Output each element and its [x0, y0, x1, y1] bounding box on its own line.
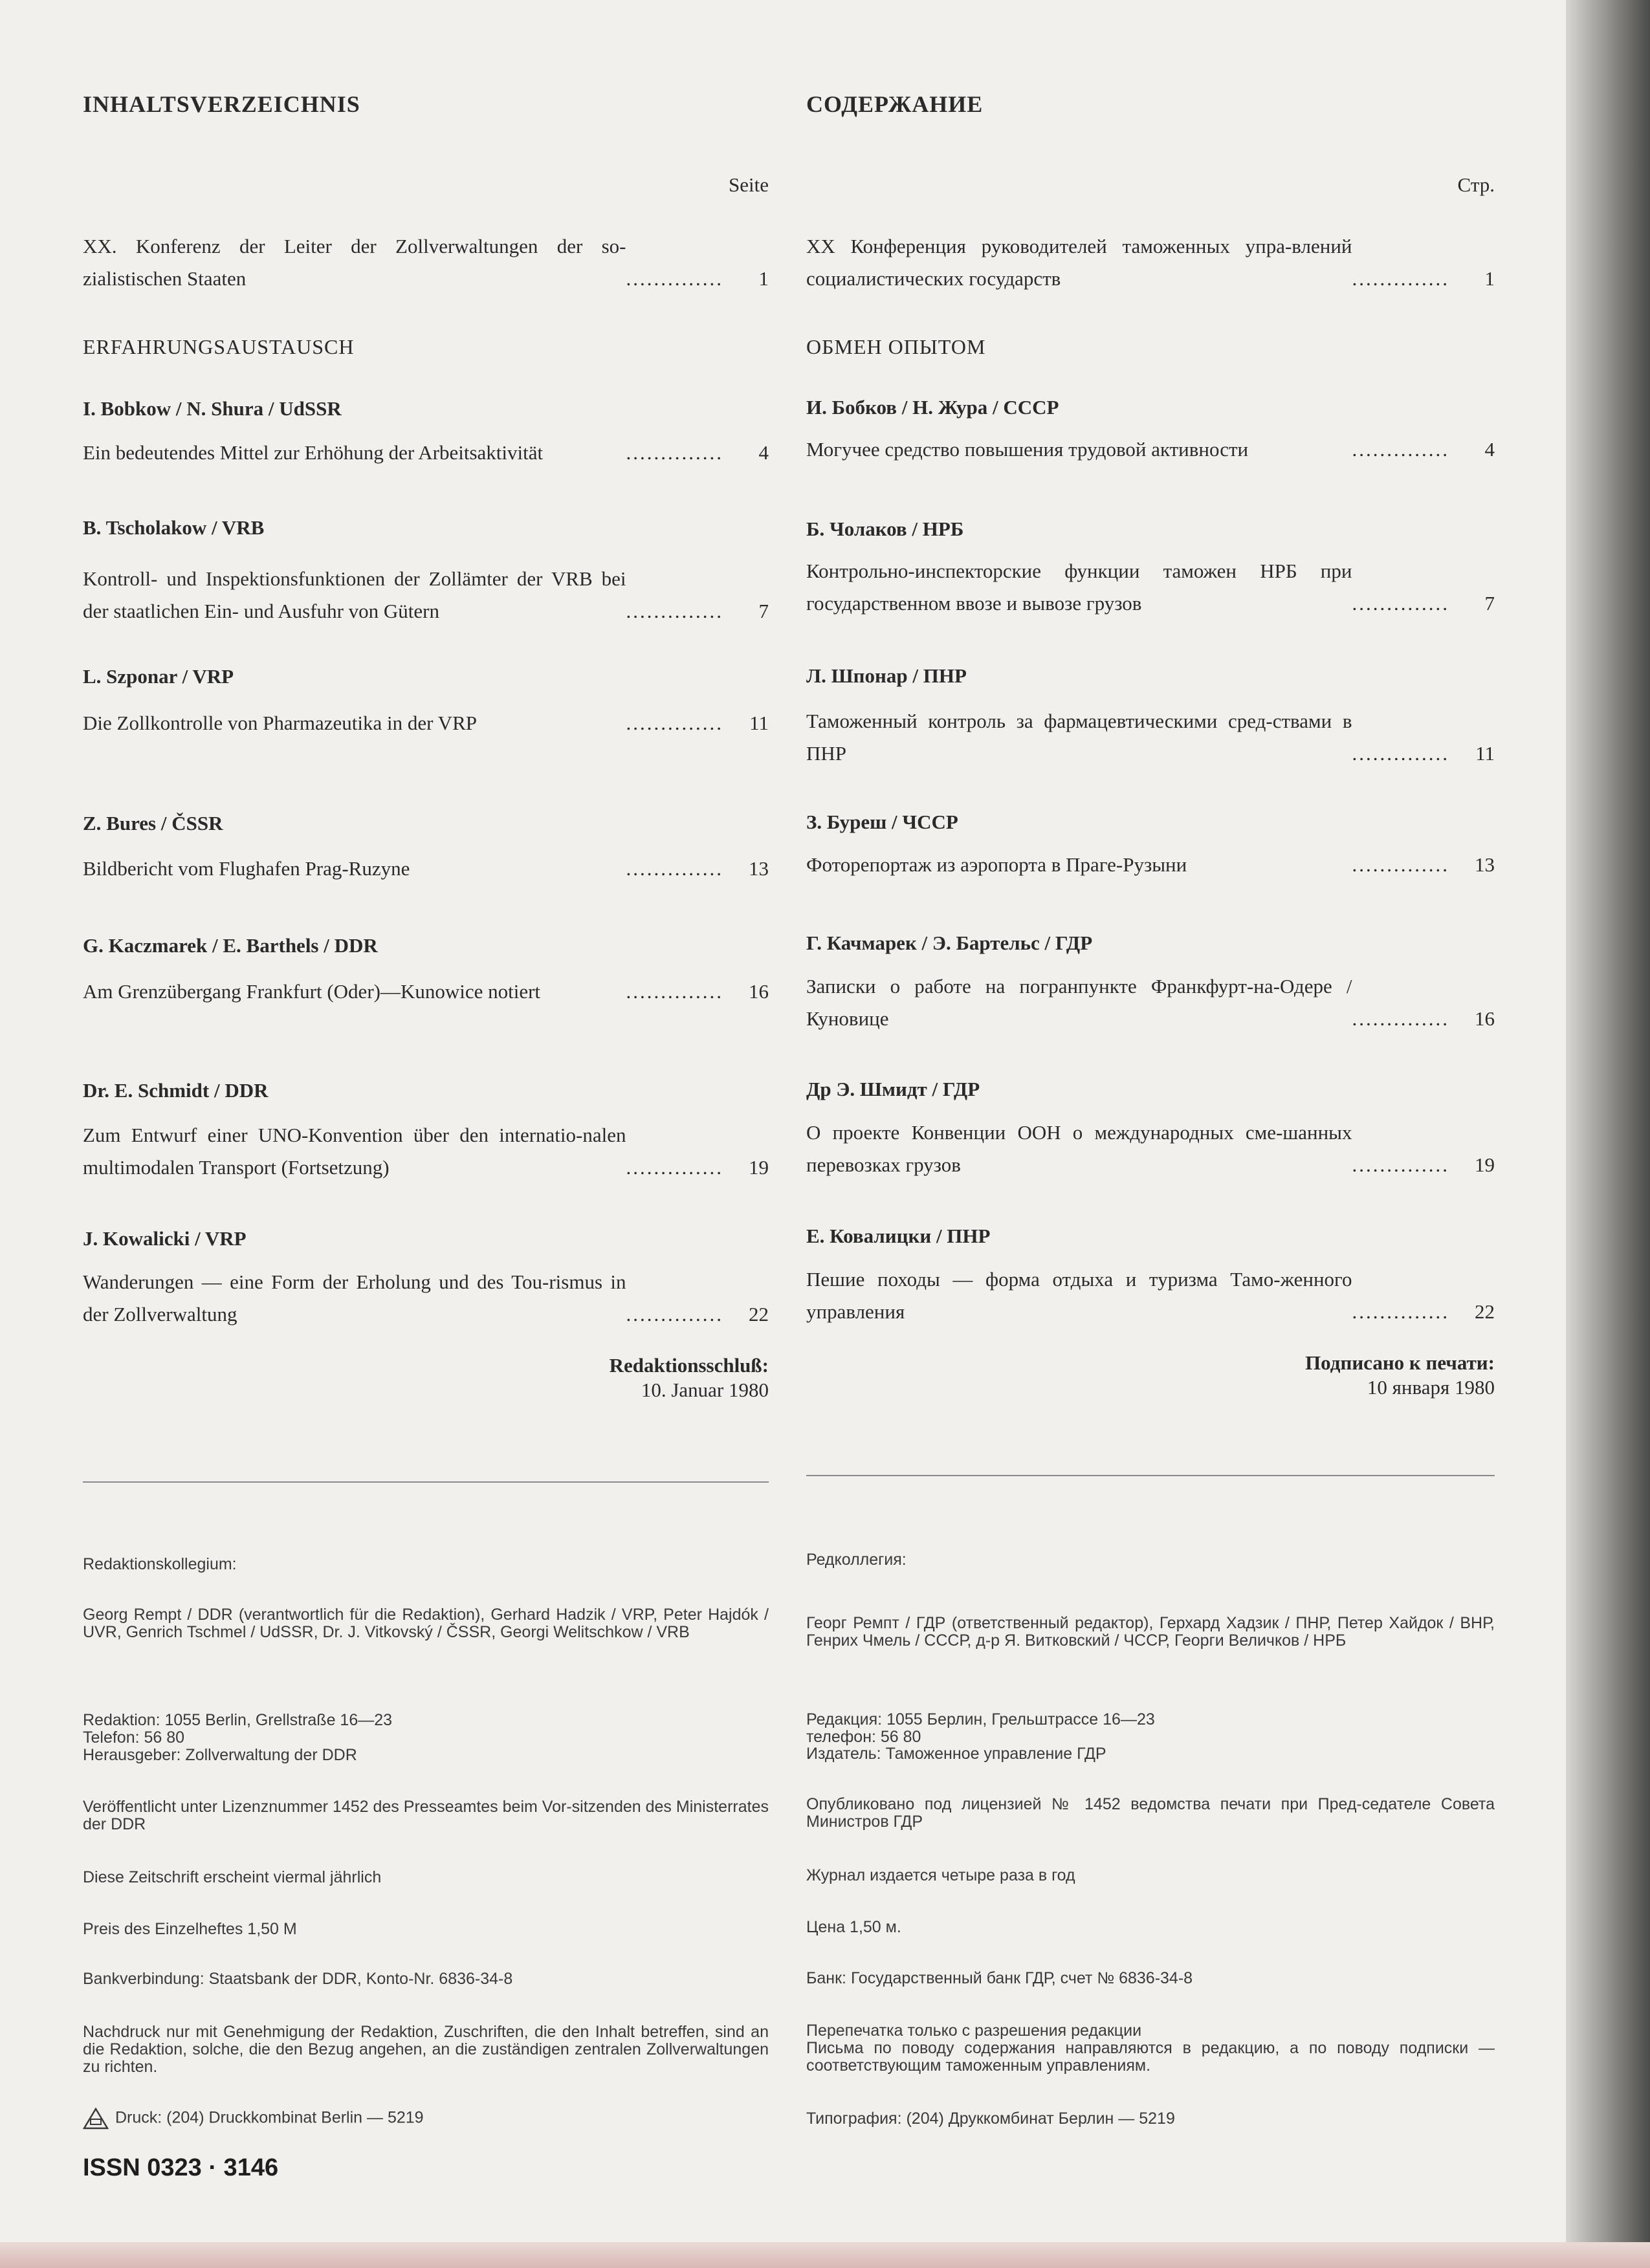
russian-reprint-1: Перепечатка только с разрешения редакции — [806, 2022, 1142, 2040]
russian-author-5: Г. Качмарек / Э. Бартельс / ГДР — [806, 932, 1093, 954]
german-print — [83, 2108, 769, 2130]
russian-bank: Банк: Государственный банк ГДР, счет № 6836-34-8 — [806, 1969, 1193, 1987]
german-author-6: Dr. E. Schmidt / DDR — [83, 1079, 269, 1102]
german-license: Veröffentlicht unter Lizenznummer 1452 des Presseamtes beim Vor-sitzenden des Ministerrates der DDR — [83, 1798, 769, 1833]
german-entry-page: 7 — [758, 600, 769, 622]
russian-intro-text: XX Конференция руководителей таможенных упра-влений социалистических государств — [806, 235, 1352, 290]
german-entry-text: Zum Entwurf einer UNO-Konvention über den internatio-nalen multimodalen Transport (Fortsetzung) — [83, 1124, 626, 1179]
russian-author-4: З. Буреш / ЧССР — [806, 811, 958, 833]
dot-leader: .............. — [626, 267, 723, 290]
german-price: Preis des Einzelheftes 1,50 M — [83, 1920, 297, 1938]
german-entry-page: 19 — [749, 1156, 769, 1179]
german-address: Redaktion: 1055 Berlin, Grellstraße 16—23 — [83, 1711, 393, 1729]
page-bottom-edge — [0, 2242, 1650, 2268]
russian-entry-page: 16 — [1475, 1007, 1495, 1030]
german-author-3: L. Szponar / VRP — [83, 665, 234, 688]
russian-author-1: И. Бобков / Н. Жура / СССР — [806, 396, 1059, 419]
german-entry-text: Ein bedeutendes Mittel zur Erhöhung der Arbeitsaktivität — [83, 441, 544, 464]
russian-entry-text: Контрольно-инспекторские функции таможен НРБ при государственном ввозе и вывозе грузов — [806, 560, 1352, 615]
russian-entry-6[interactable] — [806, 1117, 1495, 1181]
dot-leader: .............. — [1352, 1300, 1449, 1323]
dot-leader: .............. — [1352, 592, 1449, 615]
dot-leader: .............. — [626, 1303, 723, 1325]
dot-leader: .............. — [626, 980, 723, 1003]
russian-entry-text: Записки о работе на погранпункте Франкфурт-на-Одере / Куновице — [806, 975, 1352, 1030]
german-author-1: I. Bobkow / N. Shura / UdSSR — [83, 397, 342, 420]
german-entry-page: 4 — [758, 441, 769, 464]
german-entry-text: Kontroll- und Inspektionsfunktionen der Zollämter der VRB bei der staatlichen Ein- und Ausfuhr von Gütern — [83, 567, 626, 622]
dot-leader: .............. — [1352, 1007, 1449, 1030]
russian-entry-page: 13 — [1475, 853, 1495, 876]
dot-leader: .............. — [1352, 853, 1449, 876]
german-divider — [83, 1481, 769, 1483]
german-reprint: Nachdruck nur mit Genehmigung der Redaktion, Zuschriften, die den Inhalt betreffen, sind an die Redaktion, solche, die den Bezug angehen, an die zuständigen zentralen Zollverwaltungen zu richten. — [83, 2023, 769, 2076]
russian-publisher: Издатель: Таможенное управление ГДР — [806, 1745, 1106, 1763]
german-bank: Bankverbindung: Staatsbank der DDR, Konto-Nr. 6836-34-8 — [83, 1970, 513, 1988]
russian-reprint-2: Письма по поводу содержания направляются в редакцию, а по поводу подписки — соответствующим таможенным управлениям. — [806, 2039, 1495, 2075]
issn: ISSN 0323 · 3146 — [83, 2154, 279, 2181]
dot-leader: .............. — [626, 857, 723, 880]
russian-entry-text: Пешие походы — форма отдыха и туризма Тамо-женного управления — [806, 1268, 1352, 1323]
printer-logo-icon — [83, 2108, 109, 2130]
russian-frequency: Журнал издается четыре раза в год — [806, 1866, 1075, 1884]
russian-entry-page: 7 — [1484, 592, 1495, 615]
german-entry-page: 13 — [749, 857, 769, 880]
german-entry-text: Wanderungen — eine Form der Erholung und des Tou-rismus in der Zollverwaltung — [83, 1270, 626, 1325]
german-entry-4[interactable] — [83, 853, 769, 885]
german-frequency: Diese Zeitschrift erscheint viermal jährlich — [83, 1868, 382, 1886]
german-entry-1[interactable] — [83, 437, 769, 469]
russian-entry-1[interactable] — [806, 433, 1495, 466]
russian-entry-text: Таможенный контроль за фармацевтическими сред-ствами в ПНР — [806, 710, 1352, 765]
german-entry-page: 16 — [749, 980, 769, 1003]
russian-board-label: Редколлегия: — [806, 1551, 907, 1569]
german-intro-page: 1 — [758, 267, 769, 290]
german-section-heading: ERFAHRUNGSAUSTAUSCH — [83, 335, 355, 358]
russian-author-3: Л. Шпонар / ПНР — [806, 664, 967, 687]
dot-leader: .............. — [1352, 742, 1449, 765]
german-author-5: G. Kaczmarek / E. Barthels / DDR — [83, 934, 378, 957]
german-author-2: B. Tscholakow / VRB — [83, 516, 265, 539]
german-board: Georg Rempt / DDR (verantwortlich für die Redaktion), Gerhard Hadzik / VRP, Peter Hajdók / UVR, Genrich Tschmel / UdSSR, Dr. J. Vitkovský / ČSSR, Georgi Welitschkow / VRB — [83, 1606, 769, 1641]
russian-entry-page: 11 — [1475, 742, 1495, 765]
russian-entry-page: 19 — [1475, 1153, 1495, 1176]
russian-entry-7[interactable] — [806, 1263, 1495, 1328]
russian-author-2: Б. Чолаков / НРБ — [806, 518, 964, 540]
german-entry-7[interactable] — [83, 1266, 769, 1331]
russian-phone: телефон: 56 80 — [806, 1728, 921, 1746]
russian-author-7: Е. Ковалицки / ПНР — [806, 1225, 991, 1247]
german-author-4: Z. Bures / ČSSR — [83, 812, 223, 834]
dot-leader: .............. — [626, 441, 723, 464]
russian-divider — [806, 1475, 1495, 1476]
page-edge-shadow — [1566, 0, 1650, 2268]
german-intro-text: XX. Konferenz der Leiter der Zollverwaltungen der so-zialistischen Staaten — [83, 235, 626, 290]
german-closing-date: 10. Januar 1980 — [641, 1379, 769, 1401]
russian-title: СОДЕРЖАНИЕ — [806, 91, 984, 117]
russian-closing-date: 10 января 1980 — [1367, 1376, 1495, 1399]
german-board-label: Redaktionskollegium: — [83, 1555, 237, 1573]
russian-address: Редакция: 1055 Берлин, Грельштрассе 16—23 — [806, 1710, 1155, 1728]
russian-entry-text: Могучее средство повышения трудовой активности — [806, 438, 1249, 461]
german-entry-2[interactable] — [83, 563, 769, 627]
russian-intro-page: 1 — [1484, 267, 1495, 290]
russian-board: Георг Ремпт / ГДР (ответственный редактор), Герхард Хадзик / ПНР, Петер Хайдок / ВНР, Генрих Чмель / СССР, д-р Я. Витковский / ЧССР, Георги Величков / НРБ — [806, 1614, 1495, 1650]
russian-author-6: Др Э. Шмидт / ГДР — [806, 1078, 980, 1100]
german-entry-6[interactable] — [83, 1119, 769, 1184]
german-phone: Telefon: 56 80 — [83, 1728, 185, 1747]
russian-page-label: Стр. — [1457, 173, 1495, 196]
german-title: INHALTSVERZEICHNIS — [83, 91, 360, 117]
dot-leader: .............. — [1352, 438, 1449, 461]
german-intro-entry[interactable] — [83, 230, 769, 295]
german-entry-page: 11 — [749, 712, 769, 734]
russian-price: Цена 1,50 м. — [806, 1918, 901, 1936]
german-entry-3[interactable] — [83, 707, 769, 739]
russian-section-heading: ОБМЕН ОПЫТОМ — [806, 335, 986, 358]
russian-entry-5[interactable] — [806, 970, 1495, 1035]
russian-entry-2[interactable] — [806, 555, 1495, 620]
german-entry-text: Am Grenzübergang Frankfurt (Oder)—Kunowice notiert — [83, 980, 541, 1003]
russian-entry-4[interactable] — [806, 849, 1495, 881]
german-author-7: J. Kowalicki / VRP — [83, 1227, 247, 1250]
dot-leader: .............. — [626, 600, 723, 622]
dot-leader: .............. — [1352, 1153, 1449, 1176]
russian-print: Типография: (204) Друккомбинат Берлин — 5219 — [806, 2110, 1175, 2128]
german-page-label: Seite — [729, 173, 769, 196]
russian-entry-3[interactable] — [806, 705, 1495, 770]
russian-entry-text: Фоторепортаж из аэропорта в Праге-Рузыни — [806, 853, 1187, 876]
russian-entry-page: 4 — [1484, 438, 1495, 461]
german-entry-text: Die Zollkontrolle von Pharmazeutika in der VRP — [83, 712, 477, 734]
russian-license: Опубликовано под лицензией № 1452 ведомства печати при Пред-седателе Совета Министров ГДР — [806, 1795, 1495, 1831]
russian-entry-text: О проекте Конвенции ООН о международных сме-шанных перевозках грузов — [806, 1121, 1352, 1176]
german-entry-5[interactable] — [83, 976, 769, 1008]
russian-closing — [806, 1351, 1495, 1400]
dot-leader: .............. — [626, 1156, 723, 1179]
russian-closing-label: Подписано к печати: — [1305, 1351, 1495, 1374]
german-entry-page: 22 — [749, 1303, 769, 1325]
russian-entry-page: 22 — [1475, 1300, 1495, 1323]
german-closing — [83, 1353, 769, 1402]
german-print-text: Druck: (204) Druckkombinat Berlin — 5219 — [115, 2108, 424, 2127]
dot-leader: .............. — [626, 712, 723, 734]
german-publisher: Herausgeber: Zollverwaltung der DDR — [83, 1746, 357, 1764]
russian-intro-entry[interactable] — [806, 230, 1495, 295]
german-closing-label: Redaktionsschluß: — [609, 1354, 769, 1377]
dot-leader: .............. — [1352, 267, 1449, 290]
german-entry-text: Bildbericht vom Flughafen Prag-Ruzyne — [83, 857, 410, 880]
